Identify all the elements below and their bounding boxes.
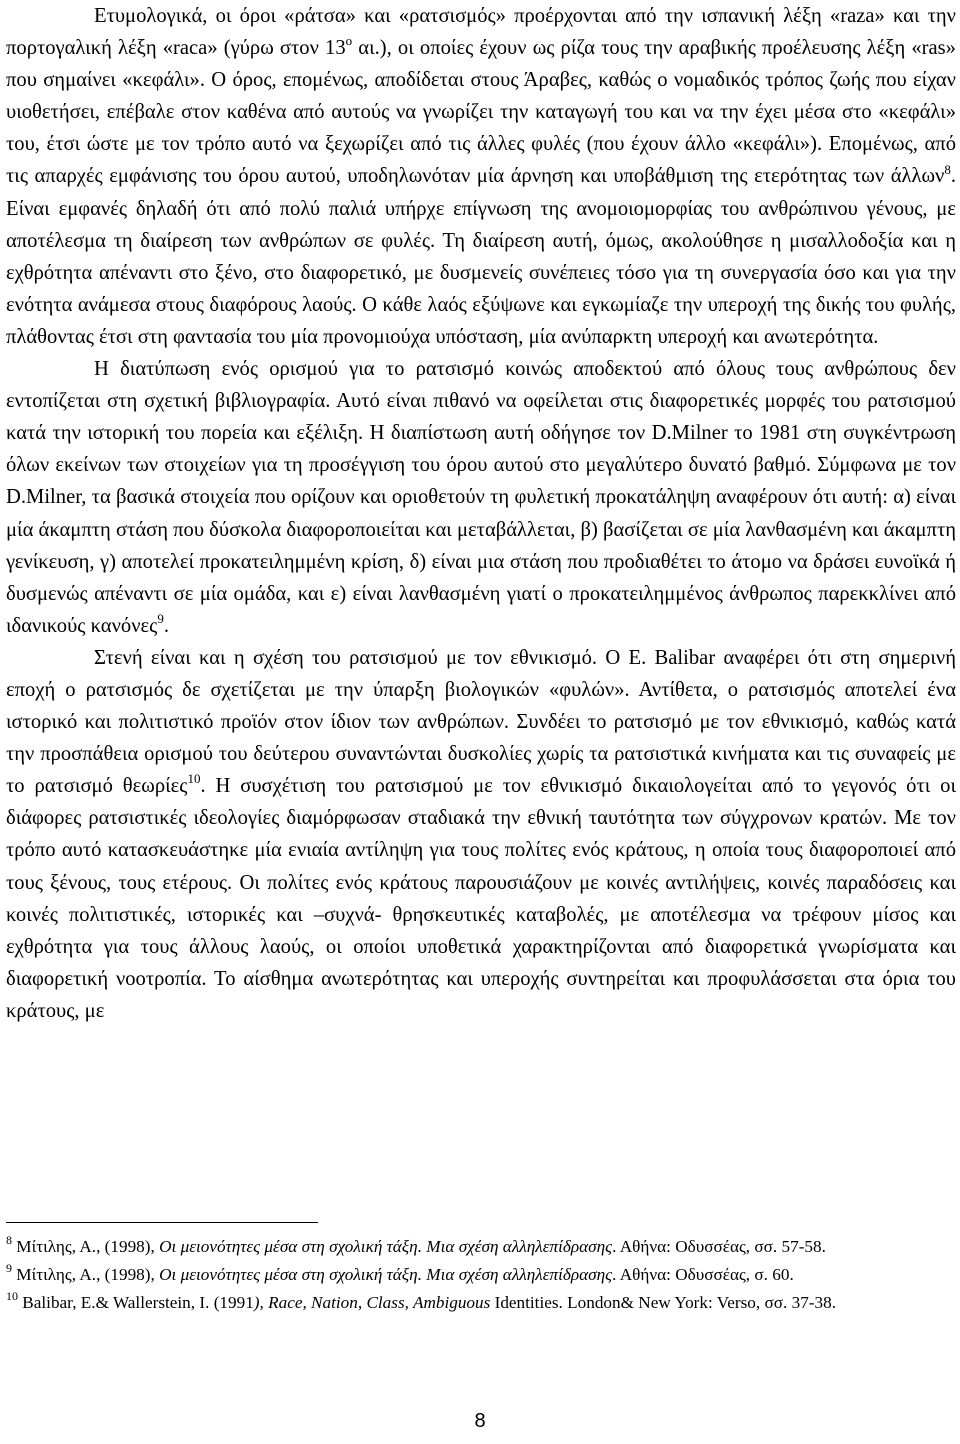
footnote-ref: 10: [187, 771, 201, 787]
text-run: . Η συσχέτιση του ρατσισμού με τον εθνικισμό δικαιολογείται από το γεγονός ότι οι διάφορες ρατσιστικές ιδεολογίες διαμόρφωσαν σταδιακά την εθνική ταυτότητα των σύγχρονων κρατών. Με τον τρόπο αυτό κατασκευάστηκε μία ενιαία αντίληψη για τους πολίτες ενός κράτους, η οποία τους διαφοροποιεί από τους ξένους, τους ετέρους. Οι πολίτες ενός κράτους παρουσιάζουν με κοινές αντιλήψεις, κοινές παραδόσεις και κοινές πολιτιστικές, ιστορικές και –συχνά- θρησκευτικές καταβολές, με αποτέλεσμα να τρέφουν μίσος και εχθρότητα για τους άλλους λαούς, οι οποίοι υποθετικά χαρακτηρίζονται από διαφορετικά γνωρίσματα και διαφορετική νοοτροπία. Το αίσθημα ανωτερότητας και υπεροχής συντηρείται και προφυλάσσεται στα όρια του κράτους, με: [6, 775, 956, 1022]
footnote-number: 10: [6, 1289, 18, 1304]
footnote-ref: 8: [944, 161, 951, 177]
text-run: Ετυμολογικά, οι όροι «ράτσα» και «ρατσισμός» προέρχονται από την ισπανική λέξη «raza» και την πορτογαλική λέξη «raca» (γύρω στον 13: [6, 5, 956, 60]
paragraph: [6, 642, 956, 1027]
footnote: [6, 1262, 956, 1288]
footnote: [6, 1290, 956, 1316]
text-run: .: [163, 614, 169, 637]
footnote-number: 8: [6, 1233, 12, 1248]
footnote-separator: [6, 1222, 318, 1223]
text-run: . Αθήνα: Οδυσσέας, σ. 60.: [612, 1265, 794, 1284]
italic-text: Οι μειονότητες μέσα στη σχολική τάξη. Μια σχέση αλληλεπίδρασης: [159, 1265, 613, 1284]
text-run: . Είναι εμφανές δηλαδή ότι από πολύ παλιά υπήρχε επίγνωση της ανομοιομορφίας του ανθρώπινου γένους, με αποτέλεσμα τη διαίρεση των ανθρώπων σε φυλές. Τη διαίρεση αυτή, όμως, ακολούθησε η μισαλλοδοξία και η εχθρότητα απέναντι στο ξένο, στο διαφορετικό, με δυσμενείς συνέπειες τόσο για τη συνεργασία όσο και για την ενότητα ανάμεσα στους διαφόρους λαούς. Ο κάθε λαός εξύψωνε και εγκωμίαζε την υπεροχή της δικής του φυλής, πλάθοντας έτσι στη φαντασία του μία προνομιούχα υπόσταση, μία ανύπαρκτη υπεροχή και ανωτερότητα.: [6, 165, 956, 348]
italic-text: ), Race, Nation, Class, Ambiguous: [253, 1293, 491, 1312]
text-run: Μίτιλης, Α., (1998),: [16, 1265, 160, 1284]
text-run: Στενή είναι και η σχέση του ρατσισμού με τον εθνικισμό. Ο E. Balibar αναφέρει ότι στη σημερινή εποχή ο ρατσισμός δε σχετίζεται με την ύπαρξη βιολογικών «φυλών». Αντίθετα, ο ρατσισμός αποτελεί ένα ιστορικό και πολιτιστικό προϊόν στον ίδιον των ανθρώπων. Συνδέει το ρατσισμό με τον εθνικισμό, καθώς κατά την προσπάθεια ορισμού του δεύτερου συναντώνται δυσκολίες χωρίς τα ρατσιστικά κινήματα και τις συναφείς με το ρατσισμό θεωρίες: [6, 646, 956, 798]
text-run: Η διατύπωση ενός ορισμού για το ρατσισμό κοινώς αποδεκτού από όλους τους ανθρώπους δεν εντοπίζεται στη σχετική βιβλιογραφία. Αυτό είναι πιθανό να οφείλεται στις διαφορετικές μορφές του ρατσισμού κατά την ιστορική του πορεία και εξέλιξη. Η διαπίστωση αυτή οδήγησε τον D.Milner το 1981 στη συγκέντρωση όλων εκείνων των στοιχείων για τη προσέγγιση του όρου αυτού στο μεγαλύτερο δυνατό βαθμό. Σύμφωνα με τον D.Milner, τα βασικά στοιχεία που ορίζουν και οριοθετούν τη φυλετική προκατάληψη αναφέρουν ότι αυτή: α) είναι μία άκαμπτη στάση που δύσκολα διαφοροποιείται και μεταβάλλεται, β) βασίζεται σε μία λανθασμένη και άκαμπτη γενίκευση, γ) αποτελεί προκατειλημμένη κρίση, δ) είναι μια στάση που προδιαθέτει το άτομο να δράσει ευνοϊκά ή δυσμενώς απέναντι σε μία ομάδα, και ε) είναι λανθασμένη γιατί ο προκατειλημμένος άνθρωπος παρεκκλίνει από ιδανικούς κανόνες: [6, 358, 956, 637]
footnote: [6, 1234, 956, 1260]
footnote-ref: ο: [345, 33, 353, 49]
footnotes: [6, 1234, 956, 1318]
italic-text: Οι μειονότητες μέσα στη σχολική τάξη. Μια σχέση αλληλεπίδρασης: [159, 1237, 613, 1256]
page-number: 8: [474, 1410, 486, 1432]
body-text: [6, 0, 956, 1027]
text-run: Balibar, E.& Wallerstein, I. (1991: [22, 1293, 254, 1312]
text-run: Μίτιλης, Α., (1998),: [16, 1237, 160, 1256]
text-run: . Αθήνα: Οδυσσέας, σσ. 57-58.: [612, 1237, 826, 1256]
paragraph: [6, 0, 956, 353]
text-run: αι.), οι οποίες έχουν ως ρίζα τους την αραβικής προέλευσης λέξη «ras» που σημαίνει «κεφάλι». Ο όρος, επομένως, αποδίδεται στους Άραβες, καθώς ο νομαδικός τρόπος ζωής που είχαν υιοθετήσει, επέβαλε στον καθένα από αυτούς να γνωρίζει την καταγωγή του και να την έχει μέσα στο «κεφάλι» του, έτσι ώστε με τον τρόπο αυτό να ξεχωρίζει από τις άλλες φυλές (που έχουν άλλο «κεφάλι»). Επομένως, από τις απαρχές εμφάνισης του όρου αυτού, υποδηλωνόταν μία άρνηση και υποβάθμιση της ετερότητας των άλλων: [6, 37, 956, 188]
paragraph: [6, 353, 956, 642]
text-run: Identities. London& New York: Verso, σσ. 37-38.: [490, 1293, 837, 1312]
footnote-ref: 9: [157, 610, 164, 626]
footnote-number: 9: [6, 1261, 12, 1276]
